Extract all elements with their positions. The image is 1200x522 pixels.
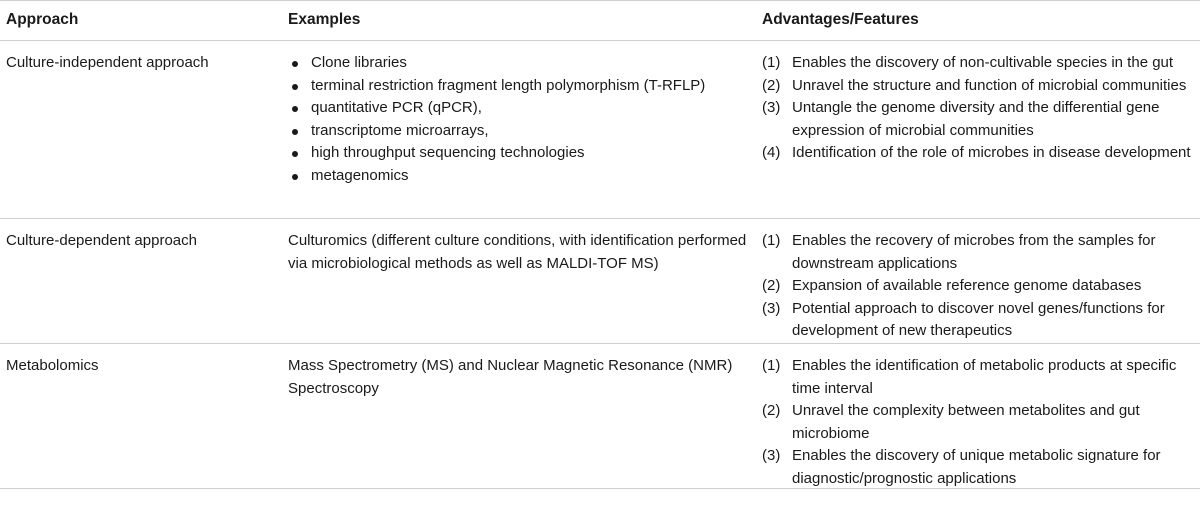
list-item-text: Expansion of available reference genome databases xyxy=(792,277,1142,294)
list-item xyxy=(288,165,762,188)
table-row xyxy=(0,41,1200,219)
examples-list xyxy=(288,52,762,187)
item-number: (3) xyxy=(762,99,781,116)
list-item xyxy=(762,52,1200,75)
table-header-row xyxy=(0,0,1200,41)
list-item xyxy=(288,52,762,75)
header-examples: Examples xyxy=(288,11,361,29)
item-number: (1) xyxy=(762,357,781,374)
header-advantages: Advantages/Features xyxy=(762,11,919,29)
advantages-list xyxy=(762,230,1200,343)
list-item-text: Enables the recovery of microbes from the samples for downstream applications xyxy=(792,232,1156,272)
list-item xyxy=(288,142,762,165)
list-item-text: Enables the identification of metabolic products at specific time interval xyxy=(792,357,1177,397)
list-item xyxy=(762,97,1200,142)
list-item-text: transcriptome microarrays, xyxy=(311,121,489,139)
list-item-text: Unravel the structure and function of microbial communities xyxy=(792,76,1187,94)
approach-cell: Culture-independent approach xyxy=(6,54,209,71)
table-row xyxy=(0,219,1200,344)
list-item xyxy=(762,400,1200,445)
header-approach: Approach xyxy=(6,11,79,29)
bullet-icon xyxy=(292,84,298,90)
list-item xyxy=(762,75,1200,98)
item-number: (3) xyxy=(762,447,781,464)
list-item-text: Potential approach to discover novel genes/functions for development of new therapeutics xyxy=(792,299,1165,339)
list-item-text: high throughput sequencing technologies xyxy=(311,144,585,161)
bullet-icon xyxy=(292,61,298,67)
list-item xyxy=(762,230,1200,275)
advantages-cell xyxy=(762,41,1200,218)
bullet-icon xyxy=(292,129,298,135)
list-item-text: Enables the discovery of unique metabolic signature for diagnostic/prognostic applications xyxy=(792,447,1161,487)
list-item-text: metagenomics xyxy=(311,166,409,184)
advantages-cell xyxy=(762,344,1200,488)
bullet-icon xyxy=(292,106,298,112)
item-number: (4) xyxy=(762,144,781,161)
examples-cell: Culturomics (different culture conditions, with identification performed via microbiological methods as well as MALDI-TOF MS) xyxy=(288,232,747,272)
list-item-text: Identification of the role of microbes in disease development xyxy=(792,144,1191,161)
bullet-icon xyxy=(292,151,298,157)
advantages-list xyxy=(762,52,1200,165)
examples-cell: Mass Spectrometry (MS) and Nuclear Magnetic Resonance (NMR) Spectroscopy xyxy=(288,357,733,397)
bullet-icon xyxy=(292,174,298,180)
list-item xyxy=(762,445,1200,490)
list-item xyxy=(762,275,1200,298)
list-item-text: Unravel the complexity between metabolites and gut microbiome xyxy=(792,402,1140,442)
list-item-text: Untangle the genome diversity and the differential gene expression of microbial communities xyxy=(792,99,1160,139)
advantages-list xyxy=(762,355,1200,490)
list-item xyxy=(288,120,762,143)
list-item-text: terminal restriction fragment length polymorphism (T-RFLP) xyxy=(311,76,706,94)
list-item xyxy=(762,355,1200,400)
approach-cell: Culture-dependent approach xyxy=(6,232,197,249)
item-number: (2) xyxy=(762,402,781,419)
list-item-text: quantitative PCR (qPCR), xyxy=(311,99,482,116)
examples-cell xyxy=(280,41,762,218)
list-item-text: Clone libraries xyxy=(311,54,407,71)
table-row xyxy=(0,344,1200,489)
list-item xyxy=(762,298,1200,343)
list-item xyxy=(288,97,762,120)
list-item-text: Enables the discovery of non-cultivable species in the gut xyxy=(792,54,1174,71)
item-number: (3) xyxy=(762,299,781,317)
item-number: (2) xyxy=(762,76,781,94)
item-number: (1) xyxy=(762,54,781,71)
list-item xyxy=(288,75,762,98)
list-item xyxy=(762,142,1200,165)
item-number: (1) xyxy=(762,232,781,249)
item-number: (2) xyxy=(762,277,781,294)
advantages-cell xyxy=(762,219,1200,343)
approach-cell: Metabolomics xyxy=(6,357,99,374)
